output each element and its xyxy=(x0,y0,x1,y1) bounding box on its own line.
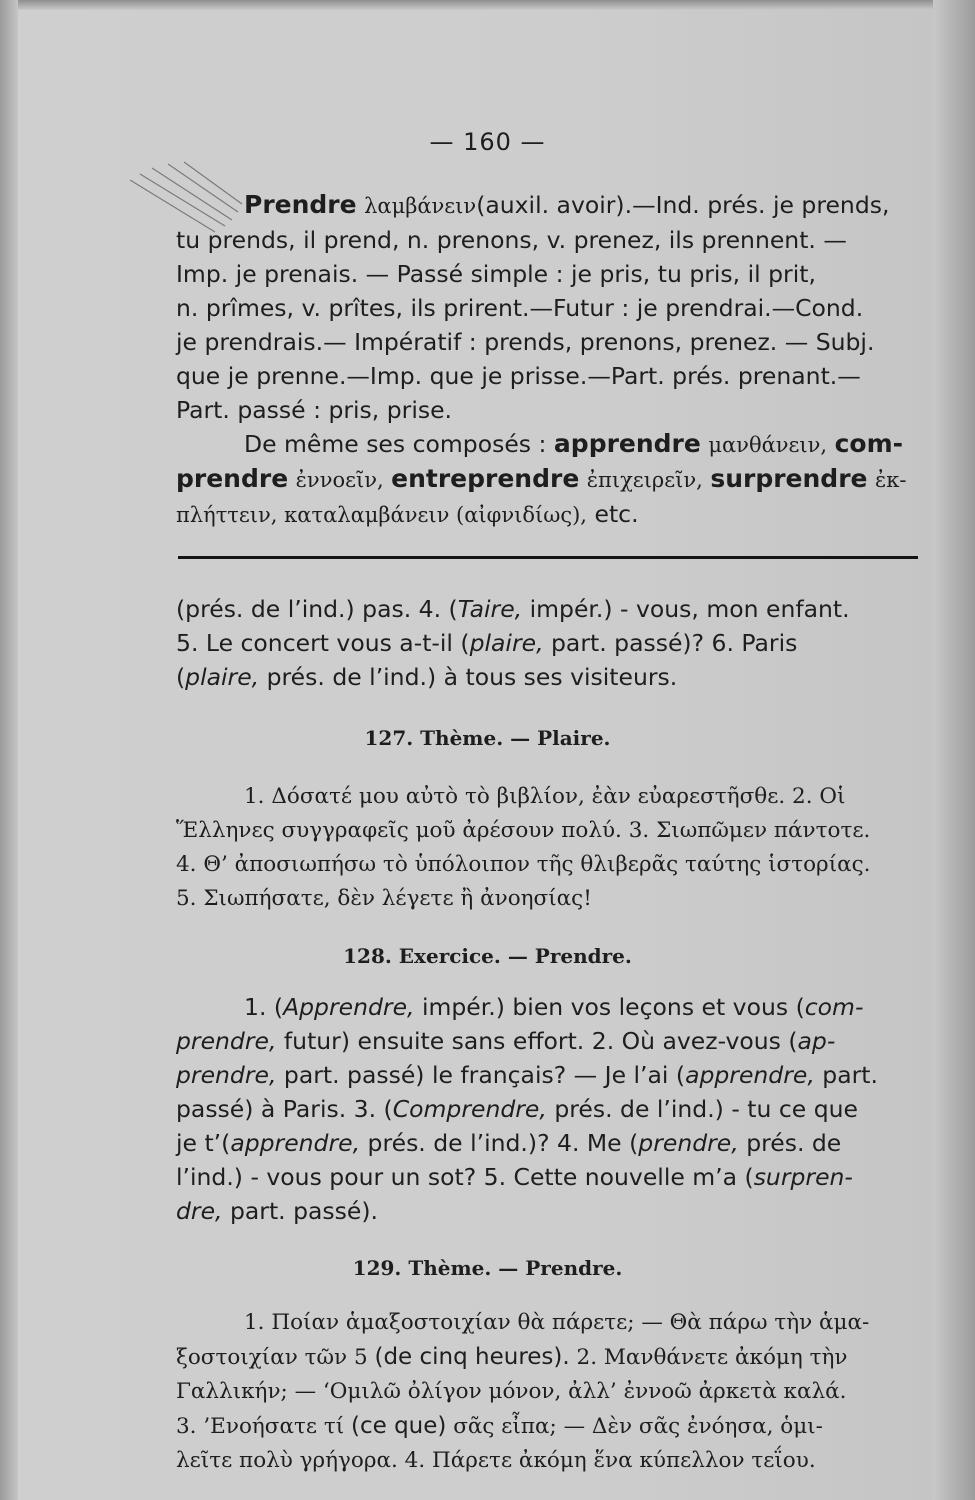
theme-129-line-2a: ξοστοιχίαν τῶν 5 xyxy=(176,1345,375,1370)
ex128-l1b: impér.) bien vos leçons et vous ( xyxy=(414,993,805,1021)
ex128-l4-italic: Comprendre, xyxy=(392,1095,547,1123)
greek-gloss: λαμβάνειν xyxy=(364,194,477,218)
theme-129-text xyxy=(176,1306,918,1478)
theme-129-line-4a: 3. ’Ενοήσατε τί xyxy=(176,1414,351,1439)
ex128-l5-italic2: prendre, xyxy=(638,1129,739,1157)
theme-129-line-2c: 2. Μανθάνετε ἀκόμη τὴν xyxy=(569,1345,848,1370)
conjugation-line-1: (auxil. avoir).—Ind. prés. je prends, xyxy=(476,191,890,219)
word-comprendre-part2: prendre xyxy=(176,464,289,493)
continuation-paragraph xyxy=(176,592,918,694)
conjugation-line-6: que je prenne.—Imp. que je prisse.—Part. prés. prenant.— xyxy=(176,362,861,390)
greek-surprendre-part1: ἐκ- xyxy=(874,468,907,492)
ex128-l2-italic: prendre, xyxy=(176,1027,277,1055)
ex128-l5-italic: apprendre, xyxy=(230,1129,361,1157)
headword-prendre: Prendre xyxy=(244,190,357,219)
ex128-l3-italic2: apprendre, xyxy=(685,1061,815,1089)
theme-127-line-2: Ἕλληνες συγγραφεῖς μοῦ ἀρέσουν πολύ. 3. Σιωπῶμεν πάντοτε. xyxy=(176,818,871,843)
conjugation-line-5: je prendrais.— Impératif : prends, prenons, prenez. — Subj. xyxy=(176,328,875,356)
theme-127-line-1: 1. Δόσατέ μου αὐτὸ τὸ βιβλίον, ἐὰν εὐαρεστῆσθε. 2. Οἱ xyxy=(244,784,846,809)
theme-129-line-2b: (de cinq heures). xyxy=(374,1344,570,1370)
continuation-line-2a: 5. Le concert vous a-t-il ( xyxy=(176,629,470,657)
exercice-128-text xyxy=(176,990,918,1228)
theme-129-line-5: λεῖτε πολὺ γρήγορα. 4. Πάρετε ἀκόμη ἕνα κύπελλον τεΐου. xyxy=(176,1448,816,1473)
continuation-line-2b: part. passé)? 6. Paris xyxy=(543,629,798,657)
etc-text: etc. xyxy=(594,500,639,528)
ex128-l3b: part. passé) le français? — Je l’ai ( xyxy=(276,1061,686,1089)
greek-surprendre-part2: πλήττειν, καταλαμβάνειν (αἰφνιδίως), xyxy=(176,503,587,527)
ex128-l7-italic: dre, xyxy=(176,1197,223,1225)
word-entreprendre: entreprendre xyxy=(391,464,580,493)
conjugation-line-4: n. prîmes, v. prîtes, ils prirent.—Futur : je prendrai.—Cond. xyxy=(176,294,864,322)
greek-entreprendre: ἐπιχειρεῖν, xyxy=(586,468,703,492)
heading-theme-129: 129. Thème. — Prendre. xyxy=(352,1256,623,1280)
ex128-l3-italic: prendre, xyxy=(176,1061,277,1089)
ex128-l2b: futur) ensuite sans effort. 2. Où avez-vous ( xyxy=(276,1027,798,1055)
ex128-l1-italic: Apprendre, xyxy=(283,993,415,1021)
ex128-l6a: l’ind.) - vous pour un sot? 5. Cette nouvelle m’a ( xyxy=(176,1163,754,1191)
ex128-l7b: part. passé). xyxy=(222,1197,379,1225)
ex128-l1a: 1. ( xyxy=(244,993,284,1021)
word-apprendre: apprendre xyxy=(553,429,701,458)
theme-129-line-1: 1. Ποίαν ἁμαξοστοιχίαν θὰ πάρετε; — Θὰ πάρω τὴν ἁμα- xyxy=(244,1310,870,1335)
ex128-l2-italic2: ap- xyxy=(797,1027,836,1055)
ex128-l4a: passé) à Paris. 3. ( xyxy=(176,1095,393,1123)
ex128-l5c: prés. de xyxy=(738,1129,842,1157)
conjugation-line-2: tu prends, il prend, n. prenons, v. prenez, ils prennent. — xyxy=(176,226,847,254)
continuation-line-3-italic: plaire, xyxy=(185,663,260,691)
word-surprendre: surprendre xyxy=(710,464,868,493)
ex128-l3c: part. xyxy=(814,1061,878,1089)
theme-129-line-4c: σᾶς εἶπα; — Δὲν σᾶς ἐνόησα, ὁμι- xyxy=(446,1414,823,1439)
theme-127-line-4: 5. Σιωπήσατε, δὲν λέγετε ἢ ἀνοησίας! xyxy=(176,886,592,911)
continuation-line-2-italic: plaire, xyxy=(469,629,544,657)
ex128-l1-italic2: com- xyxy=(804,993,864,1021)
ex128-l4b: prés. de l’ind.) - tu ce que xyxy=(546,1095,858,1123)
ex128-l5a: je t’( xyxy=(176,1129,231,1157)
theme-127-text xyxy=(176,780,918,916)
heading-exercice-128: 128. Exercice. — Prendre. xyxy=(343,944,632,968)
conjugation-line-7: Part. passé : pris, prise. xyxy=(176,396,453,424)
prendre-conjugation xyxy=(176,188,918,532)
word-comprendre-part1: com- xyxy=(834,429,903,458)
ex128-l6-italic: surpren- xyxy=(753,1163,853,1191)
theme-129-line-4b: (ce que) xyxy=(351,1413,447,1439)
greek-apprendre: μανθάνειν, xyxy=(708,433,828,457)
continuation-line-3b: prés. de l’ind.) à tous ses visiteurs. xyxy=(259,663,678,691)
page-number: — 160 — xyxy=(429,128,546,156)
theme-127-line-3: 4. Θ’ ἀποσιωπήσω τὸ ὑπόλοιπον τῆς θλιβερᾶς ταύτης ἱστορίας. xyxy=(176,852,871,877)
continuation-line-1a: (prés. de l’ind.) pas. 4. ( xyxy=(176,595,458,623)
ex128-l5b: prés. de l’ind.)? 4. Me ( xyxy=(360,1129,639,1157)
theme-129-line-3: Γαλλικήν; — ‘Ομιλῶ ὀλίγον μόνον, ἀλλ’ ἐννοῶ ἀρκετὰ καλά. xyxy=(176,1379,847,1404)
continuation-line-3a: ( xyxy=(176,663,186,691)
page-edge-top xyxy=(0,0,975,10)
heading-theme-127: 127. Thème. — Plaire. xyxy=(364,726,611,750)
greek-comprendre: ἐννοεῖν, xyxy=(295,468,384,492)
continuation-line-1-italic: Taire, xyxy=(457,595,523,623)
conjugation-line-3: Imp. je prenais. — Passé simple : je pris, tu pris, il prit, xyxy=(176,260,816,288)
composes-intro: De même ses composés : xyxy=(244,430,547,458)
continuation-line-1b: impér.) - vous, mon enfant. xyxy=(522,595,850,623)
